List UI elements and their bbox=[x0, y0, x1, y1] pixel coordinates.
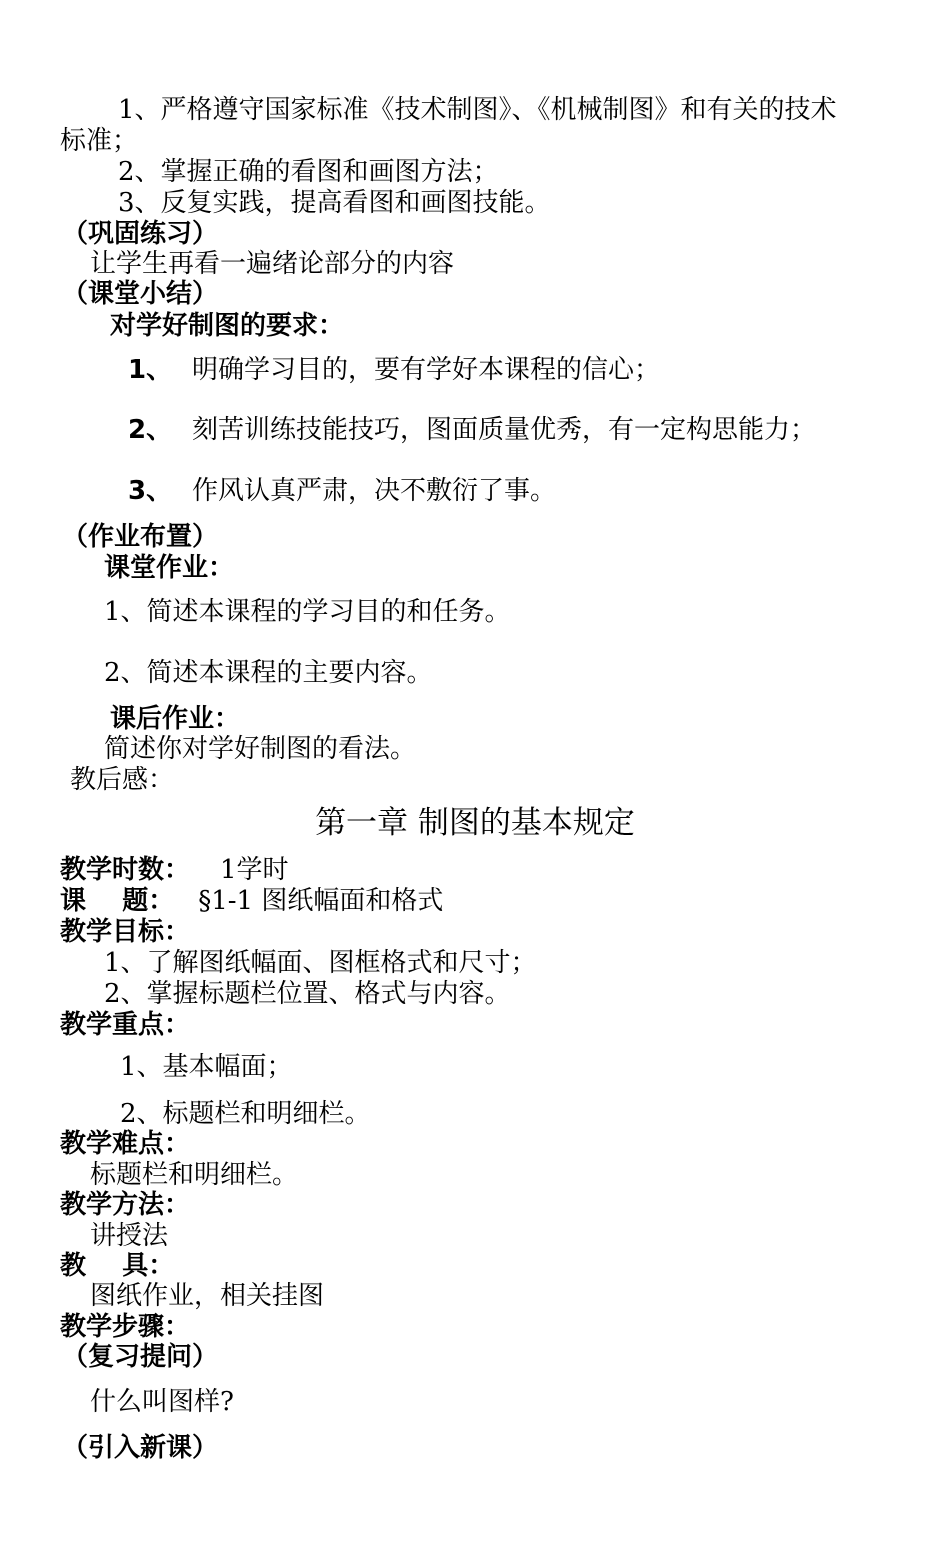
intro-line-2: 2、掌握正确的看图和画图方法； bbox=[118, 157, 499, 187]
hours-value: 1学时 bbox=[220, 855, 289, 885]
intro-line-1: 1、严格遵守国家标准《技术制图》、《机械制图》和有关的技术 bbox=[118, 95, 837, 125]
key-point-item: 1、基本幅面； bbox=[120, 1052, 293, 1082]
consolidate-text: 让学生再看一遍绪论部分的内容 bbox=[90, 249, 455, 279]
summary-item-text: 刻苦训练技能技巧，图面质量优秀，有一定构思能力； bbox=[192, 415, 817, 445]
summary-item-text: 明确学习目的，要有学好本课程的信心； bbox=[192, 355, 661, 385]
topic-row bbox=[60, 886, 443, 916]
tools-label: 教 具： bbox=[60, 1251, 175, 1281]
topic-label: 课 题： bbox=[60, 886, 175, 916]
consolidate-heading: （巩固练习） bbox=[62, 219, 219, 249]
after-homework-label: 课后作业： bbox=[110, 704, 241, 734]
new-lesson-heading: （引入新课） bbox=[62, 1433, 219, 1463]
summary-item-number: 1、 bbox=[128, 355, 173, 385]
class-homework-item: 2、简述本课程的主要内容。 bbox=[104, 658, 433, 688]
topic-value: §1-1 图纸幅面和格式 bbox=[198, 886, 444, 916]
review-heading: （复习提问） bbox=[62, 1342, 219, 1372]
intro-line-1-cont: 标准； bbox=[60, 126, 139, 156]
goals-label: 教学目标： bbox=[60, 917, 191, 947]
difficulty-label: 教学难点： bbox=[60, 1129, 191, 1159]
goal-item: 2、掌握标题栏位置、格式与内容。 bbox=[104, 979, 511, 1009]
summary-item-number: 3、 bbox=[128, 476, 173, 506]
class-homework-item: 1、简述本课程的学习目的和任务。 bbox=[104, 597, 511, 627]
difficulty-text: 标题栏和明细栏。 bbox=[90, 1160, 299, 1190]
tools-text: 图纸作业，相关挂图 bbox=[90, 1281, 325, 1311]
summary-item-text: 作风认真严肃，决不敷衍了事。 bbox=[192, 476, 557, 506]
hours-row bbox=[60, 855, 289, 885]
key-points-label: 教学重点： bbox=[60, 1010, 191, 1040]
method-label: 教学方法： bbox=[60, 1190, 191, 1220]
after-homework-text: 简述你对学好制图的看法。 bbox=[104, 734, 417, 764]
class-homework-label: 课堂作业： bbox=[104, 553, 235, 583]
summary-item bbox=[128, 415, 816, 445]
summary-subheading: 对学好制图的要求： bbox=[110, 311, 345, 341]
review-text: 什么叫图样? bbox=[90, 1387, 234, 1417]
reflection-label: 教后感： bbox=[70, 765, 175, 795]
intro-line-3: 3、反复实践，提高看图和画图技能。 bbox=[118, 188, 551, 218]
goal-item: 1、了解图纸幅面、图框格式和尺寸； bbox=[104, 948, 537, 978]
summary-item-number: 2、 bbox=[128, 415, 173, 445]
key-point-item: 2、标题栏和明细栏。 bbox=[120, 1099, 371, 1129]
method-text: 讲授法 bbox=[90, 1221, 169, 1251]
summary-heading: （课堂小结） bbox=[62, 279, 219, 309]
summary-item bbox=[128, 476, 556, 506]
summary-item bbox=[128, 355, 660, 385]
homework-heading: （作业布置） bbox=[62, 522, 219, 552]
chapter-title: 第一章 制图的基本规定 bbox=[315, 805, 635, 841]
hours-label: 教学时数： bbox=[60, 855, 191, 885]
steps-label: 教学步骤： bbox=[60, 1312, 191, 1342]
